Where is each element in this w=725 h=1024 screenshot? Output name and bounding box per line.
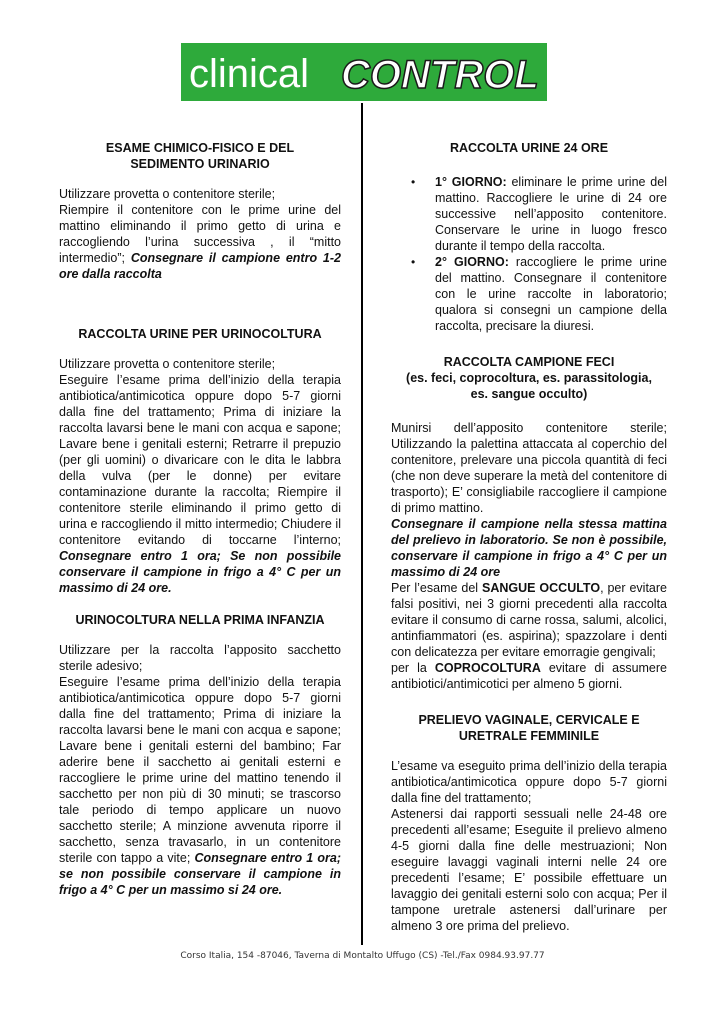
prima-infanzia-note: Consegnare entro 1 ora; se non possibile conservare il campione in frigo a 4° C per un massimo si 24 ore.	[59, 851, 342, 897]
bullet-icon: •	[411, 255, 416, 269]
clinicalcontrol-logo	[181, 43, 547, 101]
list-item: • 1° GIORNO: eliminare le prime urine del mattino. Raccogliere le urine di 24 ore successive nell’apposito contenitore. Conservare le urine in luogo fresco durante il tempo della raccolta.	[411, 175, 667, 253]
left-column	[59, 140, 341, 898]
esame-chimico-note: Consegnare il campione entro 1-2 ore dalla raccolta	[59, 251, 341, 281]
urinocoltura-p2: Eseguire l’esame prima dell’inizio della terapia antibiotica/antimicotica oppure dopo 5-7 giorni dalla fine del trattamento; Prima di iniziare la raccolta lavarsi bene le mani con acqua e sapone; Lavare bene i genitali esterni; Retrarre il prepuzio (per gli uomini) o divaricare con le dita le labbra della vulva (per le donne) per evitare contaminazione durante la raccolta; Riempire il contenitore sterile eliminando il primo getto di urina e raccogliendo il mitto intermedio; Chiudere il contenitore evitando di toccarne l’interno; Consegnare entro 1 ora; Se non possibile conservare il campione in frigo a 4° C per un massimo di 24 ore.	[59, 373, 341, 595]
campione-feci-note: Consegnare il campione nella stessa mattina del prelievo in laboratorio. Se non è possibile, conservare il campione in frigo a 4° C per un massimo di 24 ore	[391, 517, 667, 579]
campione-feci-p3: per la COPROCOLTURA evitare di assumere antibiotici/antimicotici per almeno 5 giorni.	[391, 661, 667, 691]
campione-feci-p1: Munirsi dell’apposito contenitore sterile; Utilizzando la palettina attaccata al coperchio del contenitore, prelevare una piccola quantità di feci (che non deve superare la metà del contenitore di trasporto); E’ consigliabile raccogliere il campione di primo mattino.	[391, 421, 667, 515]
right-column	[391, 140, 667, 934]
section-title-urinocoltura: RACCOLTA URINE PER URINOCOLTURA	[78, 327, 322, 341]
footer-address: Corso Italia, 154 -87046, Taverna di Montalto Uffugo (CS) -Tel./Fax 0984.93.97.77	[180, 951, 545, 961]
campione-feci-p2: Per l’esame del SANGUE OCCULTO, per evitare falsi positivi, nei 3 giorni precedenti alla raccolta evitare il consumo di carne rossa, salumi, alcolici, antinfiammatori (es. aspirina); spazzolare i denti con delicatezza per evitare emorragie gengivali;	[391, 581, 667, 659]
section-title-prima-infanzia: URINOCOLTURA NELLA PRIMA INFANZIA	[75, 613, 325, 627]
urinocoltura-p1: Utilizzare provetta o contenitore sterile;	[59, 357, 276, 371]
prelievo-vaginale-p2: Astenersi dai rapporti sessuali nelle 24-48 ore precedenti all’esame; Eseguite il prelievo almeno 4-5 giorni dalla fine delle mestruazioni; Non eseguire lavaggi vaginali interni nelle 24 ore precedenti l’esame; E’ possibile effettuare un lavaggio dei genitali esterni solo con acqua; Per il tampone uretrale astenersi dall’urinare per almeno 3 ore prima del prelievo.	[391, 807, 667, 933]
section-title-prelievo-vaginale: PRELIEVO VAGINALE, CERVICALE E URETRALE FEMMINILE	[418, 713, 640, 743]
prelievo-vaginale-p1: L’esame va eseguito prima dell’inizio della terapia antibiotica/antimicotica oppure dopo 5-7 giorni dalla fine del trattamento;	[391, 759, 667, 805]
logo-text-clinical: clinical	[189, 52, 310, 96]
bullet-icon: •	[411, 175, 416, 189]
list-item: • 2° GIORNO: raccogliere le prime urine del mattino. Consegnare il contenitore con le urine raccolte in laboratorio; qualora si consegni un campione della raccolta, precisare la diuresi.	[411, 255, 667, 333]
prima-infanzia-p2: Eseguire l’esame prima dell’inizio della terapia antibiotica/antimicotica oppure dopo 5-7 giorni dalla fine del trattamento; Prima di iniziare la raccolta lavarsi bene le mani con acqua e sapone; Lavare bene i genitali esterni del bambino; Far aderire bene il sacchetto ai genitali esterni e raccogliere le prime urine del mattino tenendo il sacchetto per non più di 30 minuti; se trascorso tale periodo di tempo applicare un nuovo sacchetto sterile; A minzione avvenuta riporre il sacchetto, senza travasarlo, in un contenitore sterile con tappo a vite; Consegnare entro 1 ora; se non possibile conservare il campione in frigo a 4° C per un massimo si 24 ore.	[59, 675, 342, 897]
esame-chimico-p2: Riempire il contenitore con le prime urine del mattino eliminando il primo getto di urina e raccogliendo l’urina successiva , il “mitto intermedio”; Consegnare il campione entro 1-2 ore dalla raccolta	[59, 203, 341, 281]
esame-chimico-p1: Utilizzare provetta o contenitore sterile;	[59, 187, 276, 201]
urine-24-ore-list	[391, 174, 667, 334]
urinocoltura-note: Consegnare entro 1 ora; Se non possibile conservare il campione in frigo a 4° C per un massimo di 24 ore.	[59, 549, 341, 595]
logo-text-control: CONTROL	[341, 53, 539, 97]
section-title-urine-24-ore: RACCOLTA URINE 24 ORE	[449, 141, 609, 155]
column-divider	[361, 103, 363, 945]
section-title-esame-chimico: ESAME CHIMICO-FISICO E DEL SEDIMENTO URINARIO	[105, 141, 295, 171]
campione-feci-subtitle: (es. feci, coprocoltura, es. parassitologia, es. sangue occulto)	[406, 371, 652, 401]
section-title-campione-feci: RACCOLTA CAMPIONE FECI	[443, 355, 615, 369]
prima-infanzia-p1: Utilizzare per la raccolta l’apposito sacchetto sterile adesivo;	[59, 643, 341, 673]
